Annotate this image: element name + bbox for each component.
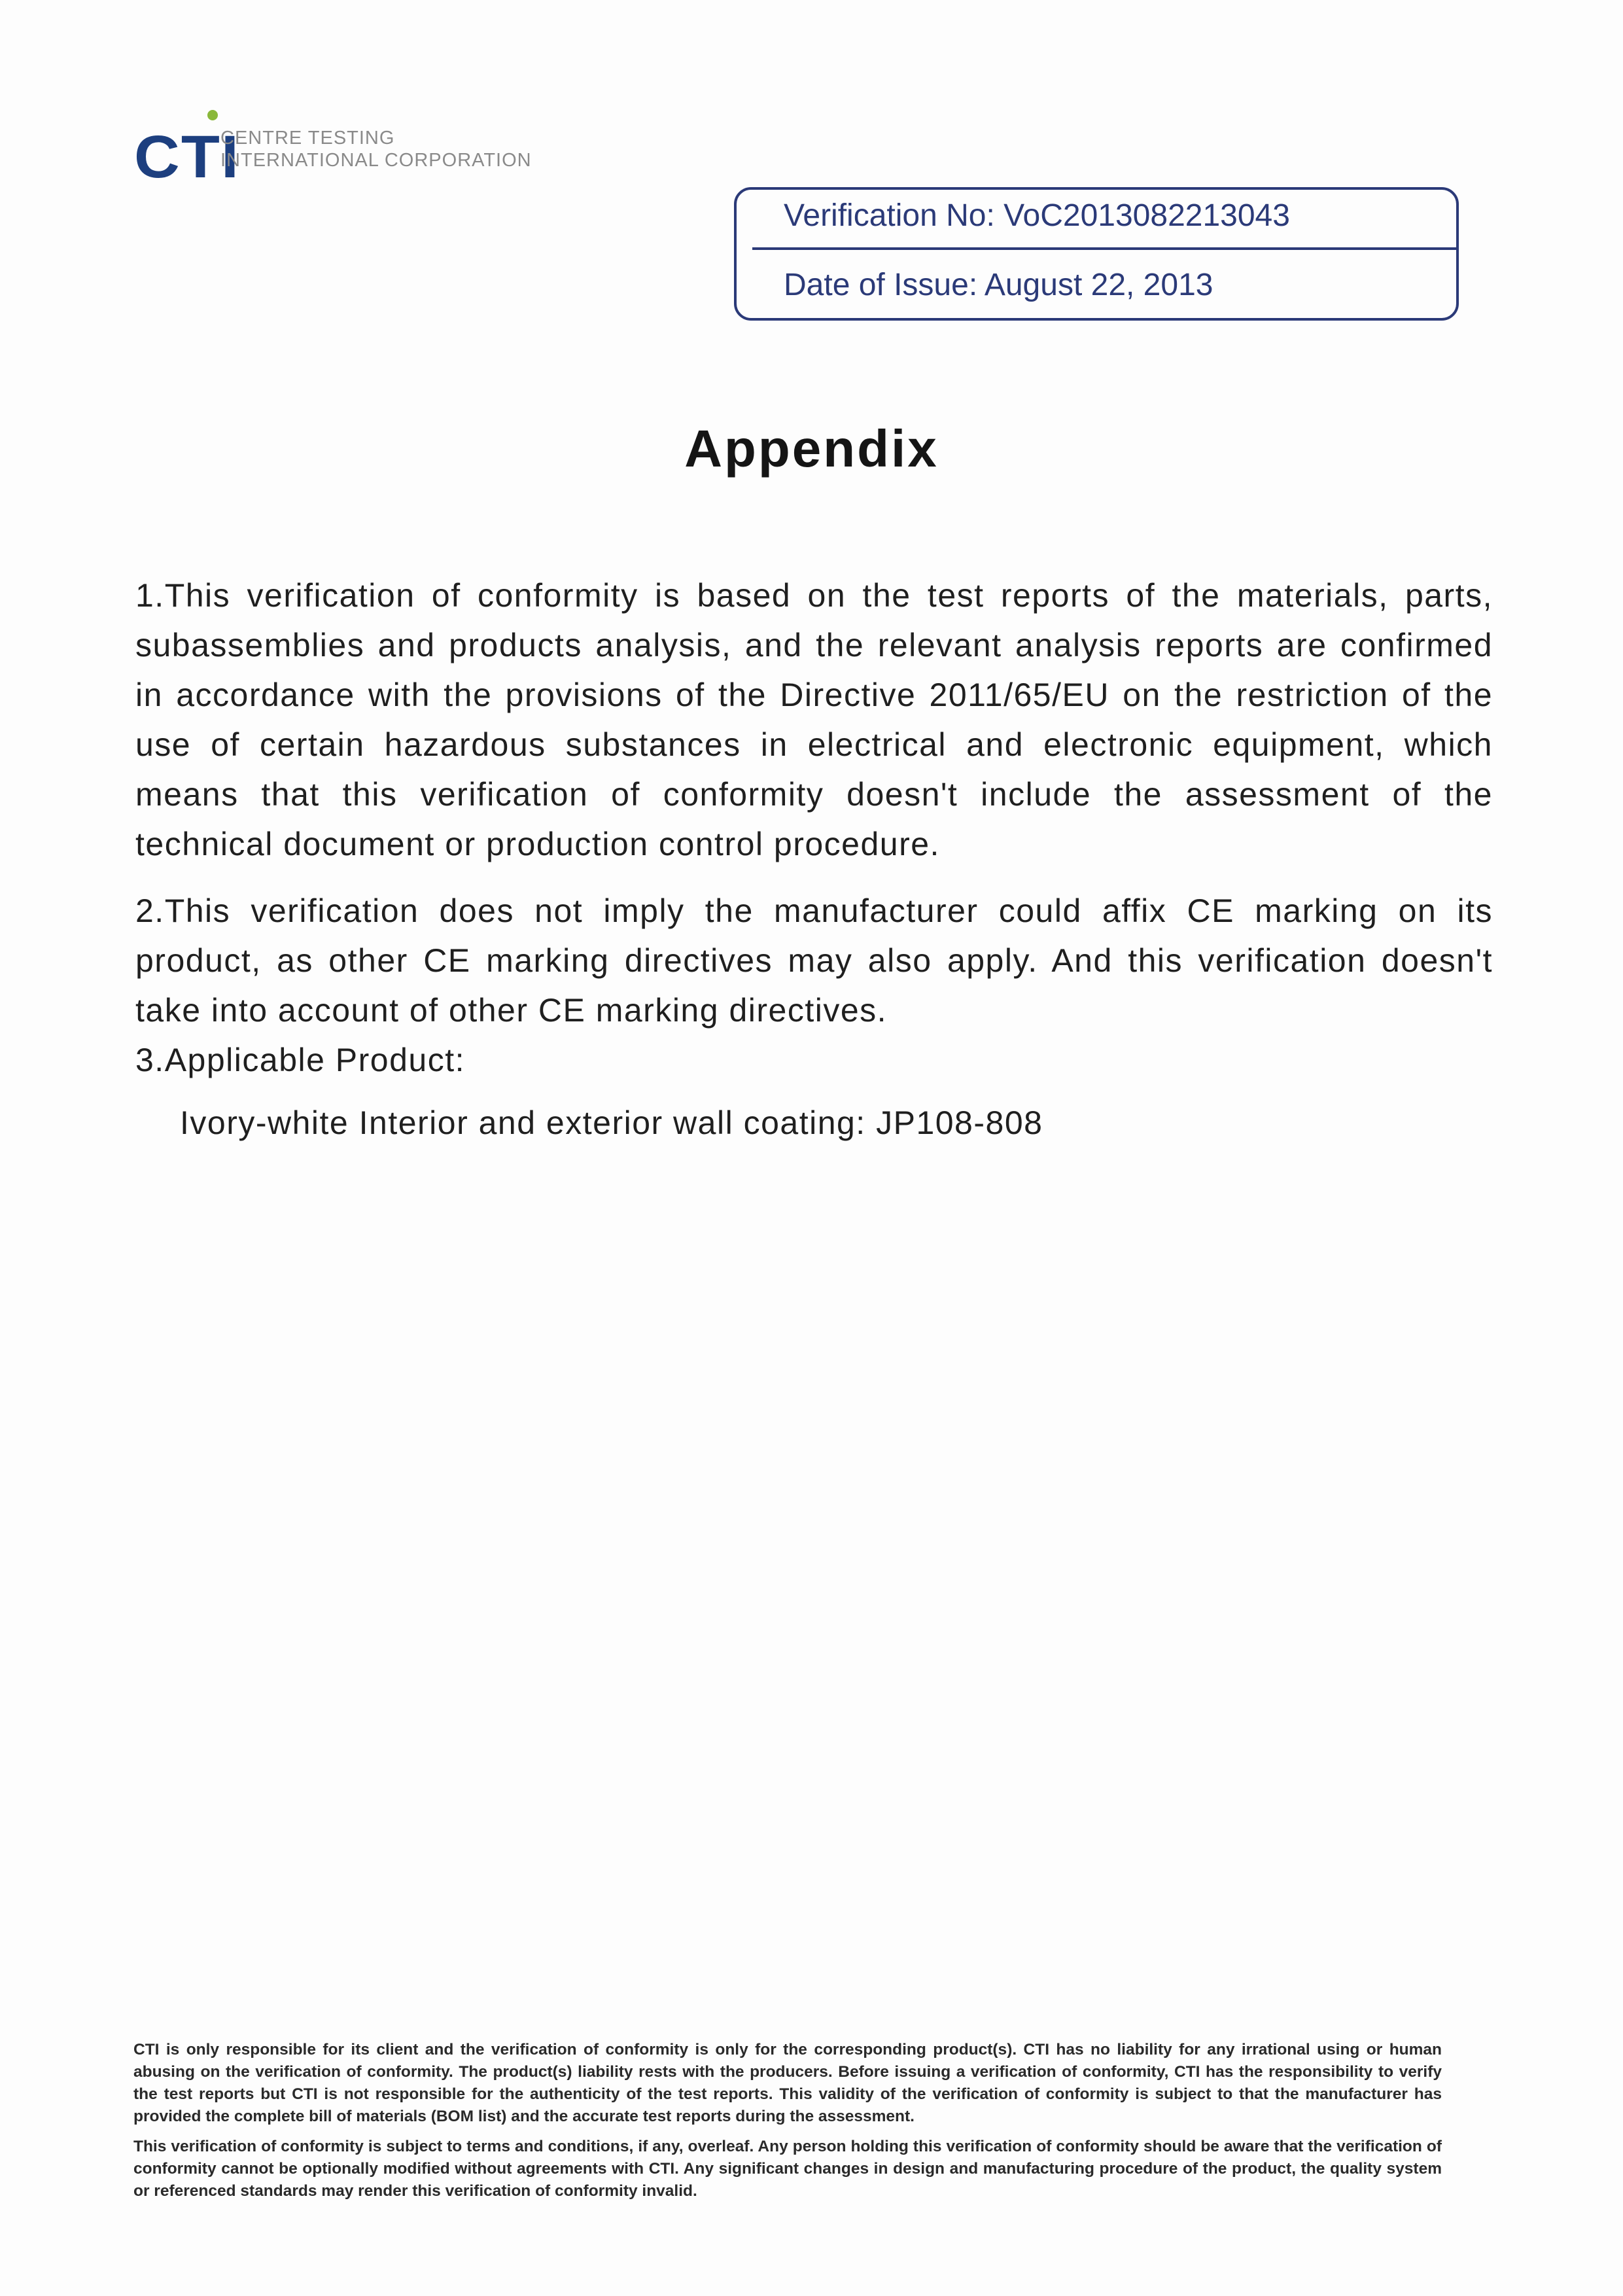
appendix-item-1: 1.This verification of conformity is based on the test reports of the materials, parts, subassemblies and products analysis, and the relevant analysis reports are confirmed in accordance with the provisions of the Directive 2011/65/EU on the restriction of the use of certain hazardous substances in electrical and electronic equipment, which means that this verification of conformity doesn't include the assessment of the technical document or production control procedure. xyxy=(135,577,1493,862)
logo-company-name xyxy=(220,127,532,171)
verification-box xyxy=(734,187,1459,321)
verification-divider xyxy=(752,247,1456,250)
footer-paragraph-2: This verification of conformity is subject to terms and conditions, if any, overleaf. Any person holding this verification of conformity should be aware that the verification of conformity cannot be optionally modified without agreements with CTI. Any significant changes in design and manufacturing procedure of the product, the quality system or referenced standards may render this verification of conformity invalid. xyxy=(133,2138,1442,2200)
logo-line-1: CENTRE TESTING xyxy=(220,128,395,149)
appendix-body xyxy=(135,571,1493,1149)
applicable-product: Ivory-white Interior and exterior wall coating: JP108-808 xyxy=(180,1104,1043,1141)
verification-number: Verification No: VoC2013082213043 xyxy=(784,198,1290,233)
date-of-issue: Date of Issue: August 22, 2013 xyxy=(784,268,1213,302)
footer-paragraph-1: CTI is only responsible for its client and the verification of conformity is only for the corresponding product(s). CTI has no liability for any irrational using or human abusing on the verification of conformity. The product(s) liability rests with the producers. Before issuing a verification of conformity, CTI has the responsibility to verify the test reports but CTI is not responsible for the authenticity of the test reports. This validity of the verification of conformity is subject to that the manufacturer has provided the complete bill of materials (BOM list) and the accurate test reports during the assessment. xyxy=(133,2041,1442,2125)
logo-dot-icon xyxy=(207,110,218,120)
appendix-item-2: 2.This verification does not imply the manufacturer could affix CE marking on its product, as other CE marking directives may also apply. And this verification doesn't take into account of other CE marking directives. xyxy=(135,892,1493,1029)
footer-disclaimer xyxy=(133,2039,1442,2210)
logo-mark: CTI xyxy=(134,124,240,190)
appendix-item-3: 3.Applicable Product: xyxy=(135,1042,466,1078)
logo-line-2: INTERNATIONAL CORPORATION xyxy=(220,150,532,171)
page-title: Appendix xyxy=(684,419,939,478)
